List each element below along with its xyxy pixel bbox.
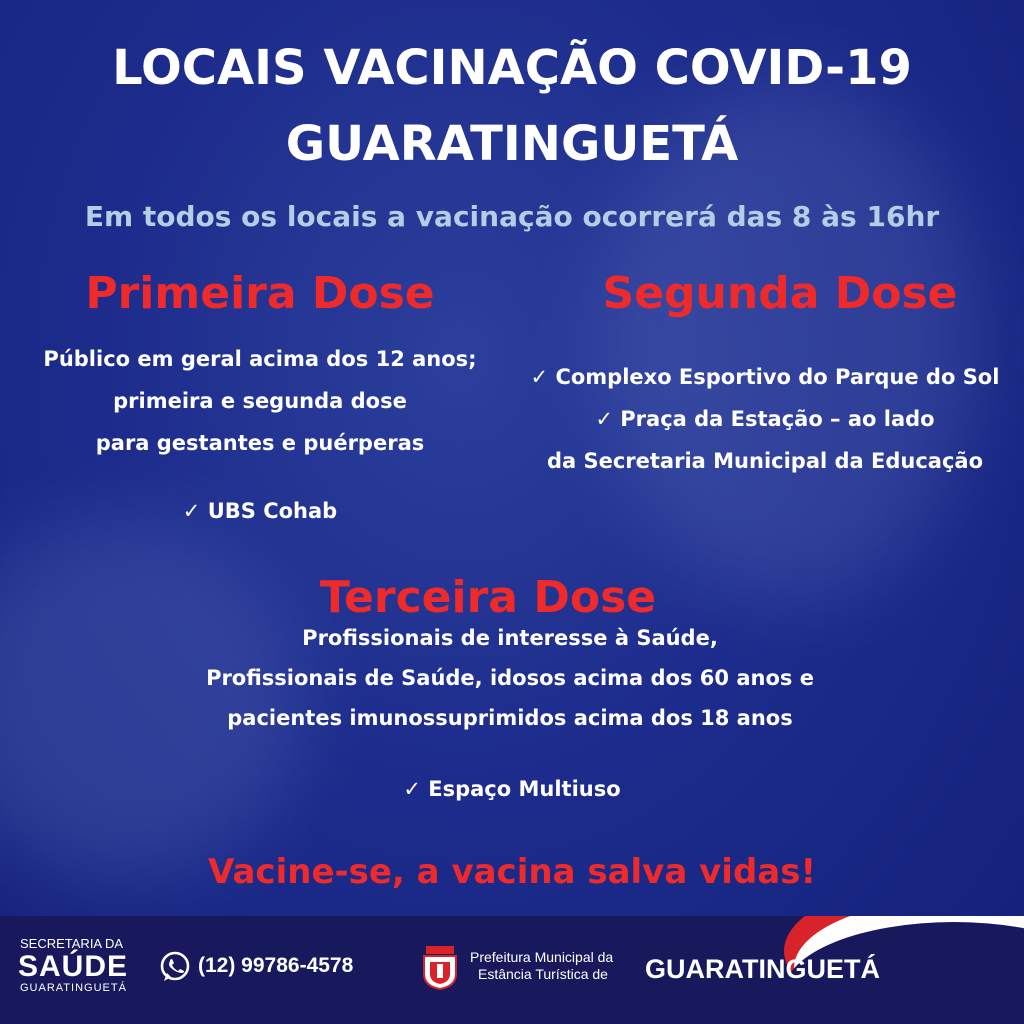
terceira-dose-description: [100, 618, 920, 738]
primeira-dose-description: [20, 338, 500, 464]
primeira-line-3: para gestantes e puérperas: [95, 431, 425, 455]
terceira-line-1: Profissionais de interesse à Saúde,: [302, 626, 718, 650]
terceira-dose-location: ✓ Espaço Multiuso: [403, 777, 621, 801]
title-line-1: LOCAIS VACINAÇÃO COVID-19: [112, 40, 912, 96]
terceira-line-2: Profissionais de Saúde, idosos acima dos 60 anos e: [206, 666, 814, 690]
coat-of-arms-icon: [420, 944, 460, 990]
prefeitura-city: GUARATINGUETÁ: [645, 954, 880, 984]
primeira-line-2: primeira e segunda dose: [113, 389, 407, 413]
whatsapp-icon: [158, 950, 192, 984]
segunda-dose-heading: Segunda Dose: [602, 268, 958, 319]
primeira-line-1: Público em geral acima dos 12 anos;: [43, 347, 477, 371]
primeira-dose-heading: Primeira Dose: [85, 268, 435, 319]
terceira-line-3: pacientes imunossuprimidos acima dos 18 anos: [227, 706, 793, 730]
primeira-dose-location: ✓ UBS Cohab: [182, 499, 338, 523]
segunda-line-2: ✓ Praça da Estação – ao lado: [595, 407, 935, 431]
segunda-line-3: da Secretaria Municipal da Educação: [546, 449, 984, 473]
secretaria-label-top: SECRETARIA DA: [20, 936, 124, 951]
slogan: Vacine-se, a vacina salva vidas!: [208, 852, 816, 892]
phone-number: (12) 99786-4578: [198, 954, 354, 977]
subtitle: Em todos os locais a vacinação ocorrerá das 8 às 16hr: [84, 200, 940, 233]
prefeitura-line-1: Prefeitura Municipal da: [470, 949, 614, 965]
segunda-dose-locations: [510, 356, 1020, 482]
secretaria-label-city: GUARATINGUETÁ: [20, 982, 127, 994]
title-line-2: GUARATINGUETÁ: [285, 116, 739, 172]
secretaria-label-saude: SAÚDE: [18, 950, 129, 983]
prefeitura-line-2: Estância Turística de: [478, 966, 608, 982]
segunda-line-1: ✓ Complexo Esportivo do Parque do Sol: [530, 365, 1000, 389]
terceira-dose-heading: Terceira Dose: [319, 572, 657, 623]
footer-bar: [0, 916, 1024, 1024]
